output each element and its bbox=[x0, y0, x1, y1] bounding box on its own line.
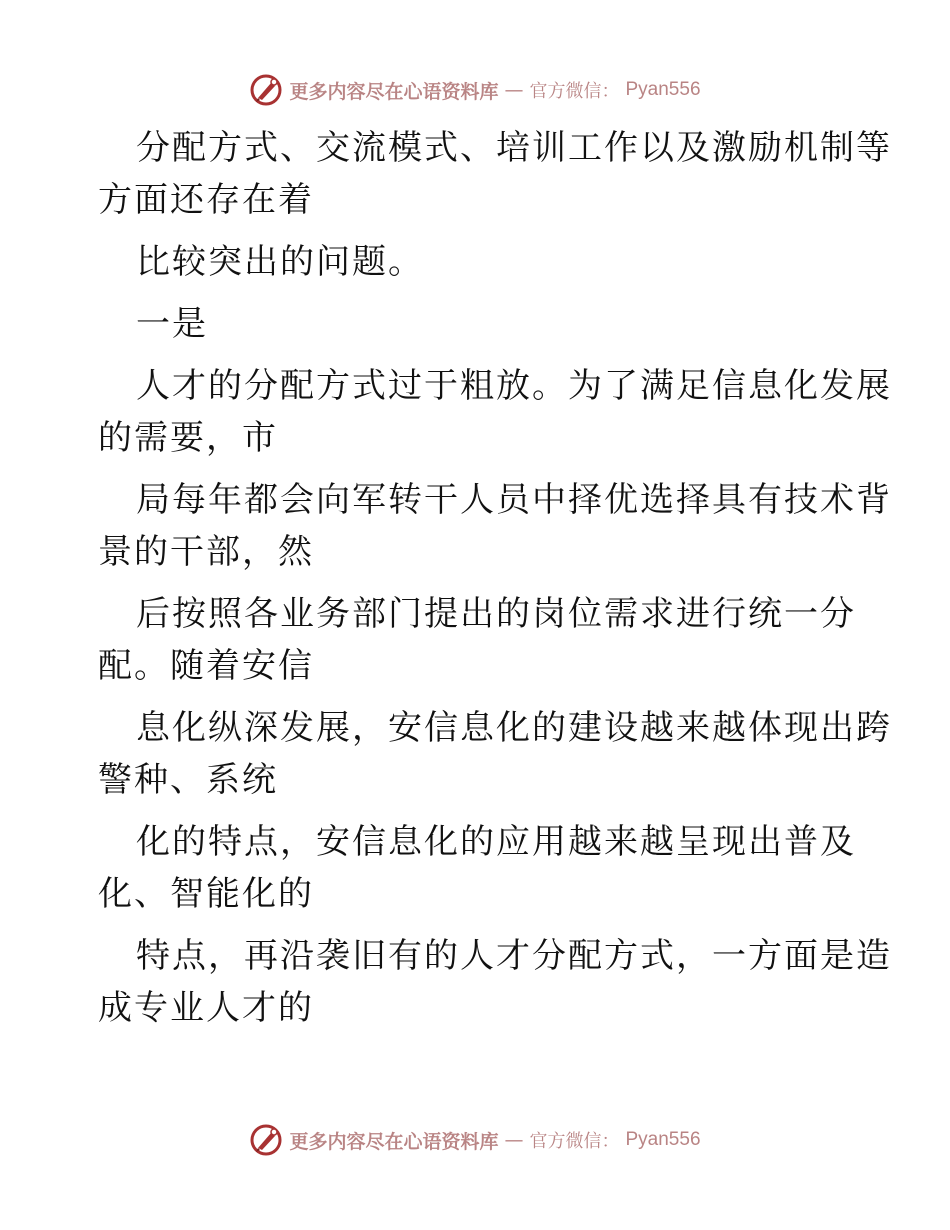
footer-wechat-id: Pyan556 bbox=[625, 1129, 701, 1150]
header-wechat-label: 官方微信： bbox=[529, 81, 620, 102]
body-line: 人才的分配方式过于粗放。为了满足信息化发展 bbox=[136, 366, 892, 406]
body-line: 化、智能化的 bbox=[98, 874, 314, 914]
body-line: 成专业人才的 bbox=[98, 988, 314, 1028]
body-line: 一是 bbox=[136, 304, 208, 344]
body-line: 局每年都会向军转干人员中择优选择具有技术背 bbox=[136, 480, 892, 520]
footer-wechat-label: 官方微信： bbox=[529, 1131, 620, 1152]
body-line: 化的特点，安信息化的应用越来越呈现出普及 bbox=[136, 822, 856, 862]
body-line: 的需要，市 bbox=[98, 418, 278, 458]
body-line: 息化纵深发展，安信息化的建设越来越体现出跨 bbox=[136, 708, 892, 748]
header-banner bbox=[0, 70, 950, 110]
footer-banner-text: 更多内容尽在心语资料库 bbox=[289, 1130, 499, 1153]
body-line: 警种、系统 bbox=[98, 760, 278, 800]
body-line: 配。随着安信 bbox=[98, 646, 314, 686]
body-line: 比较突出的问题。 bbox=[136, 242, 424, 282]
pen-logo-icon bbox=[249, 73, 283, 107]
body-line: 后按照各业务部门提出的岗位需求进行统一分 bbox=[136, 594, 856, 634]
document-body bbox=[98, 126, 892, 1030]
footer-banner bbox=[0, 1120, 950, 1160]
body-line: 方面还存在着 bbox=[98, 180, 314, 220]
footer-banner-separator: — bbox=[504, 1129, 524, 1151]
header-banner-content bbox=[249, 73, 700, 107]
body-line: 景的干部，然 bbox=[98, 532, 314, 572]
header-wechat-id: Pyan556 bbox=[625, 79, 701, 100]
body-line: 特点，再沿袭旧有的人才分配方式，一方面是造 bbox=[136, 936, 892, 976]
header-banner-text: 更多内容尽在心语资料库 bbox=[289, 80, 499, 103]
footer-banner-content bbox=[249, 1123, 700, 1157]
pen-logo-icon bbox=[249, 1123, 283, 1157]
header-banner-separator: — bbox=[504, 79, 524, 101]
body-line: 分配方式、交流模式、培训工作以及激励机制等 bbox=[136, 128, 892, 168]
